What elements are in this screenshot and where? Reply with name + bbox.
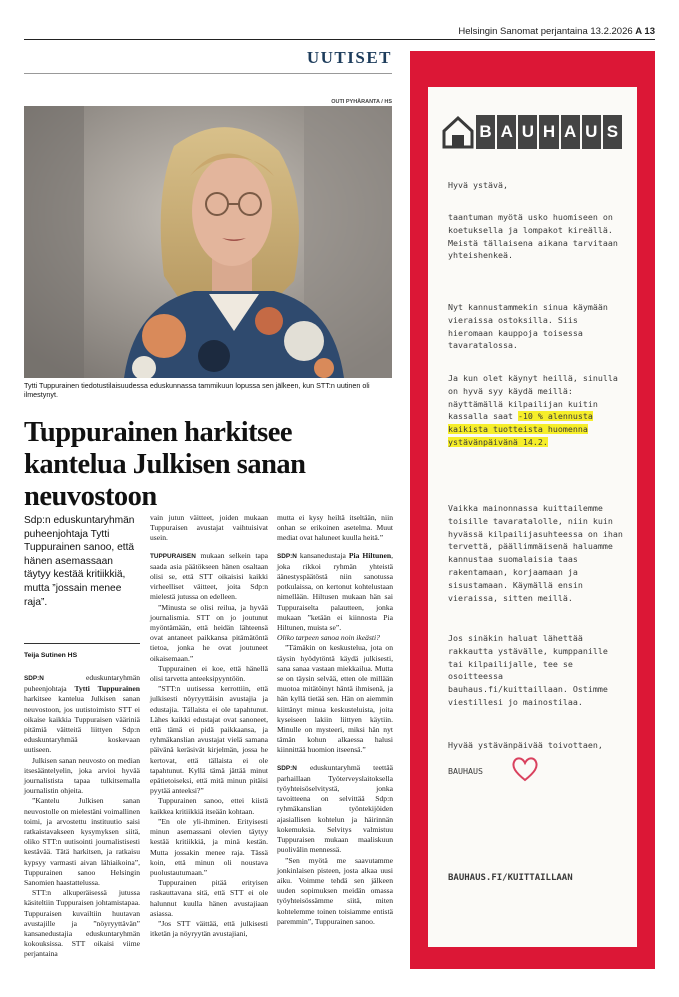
logo-letter: S — [603, 115, 622, 149]
paragraph: Tuppurainen pitää erityisen raskauttavana sitä, että STT ei ole halunnut kuulla hänen avustajiaan asiassa. — [150, 878, 268, 918]
receipt-greeting: Hyvä ystävä, — [448, 180, 508, 190]
text-run: eduskuntaryhmän puheenjohtaja — [24, 673, 140, 694]
text-run: mukaan selkein tapa saada asia päätökseen hänen osaltaan olisi se, että STT oikaisisi kaikki virheelliset väitteet, joita Sdp:n mielestä jutussa on edelleen. — [150, 550, 268, 602]
receipt-text: taantuman myötä usko huomiseen on koetuksella ja lompakot kireällä. Meistä tällaisena aikana tarvitaan yhteishenkeä. — [448, 212, 618, 261]
paragraph-signal: SDP:N — [277, 552, 297, 560]
photo-caption: Tytti Tuppurainen tiedotustilaisuudessa eduskunnassa tammikuun lopussa sen jälkeen, kun STT:n uutinen oli ilmestynyt. — [24, 381, 370, 399]
paragraph: ”STT:n uutisessa kerrottiin, että julkisesti nöyryyttäisin avustajia ja edustajia. Tällaista ei ole tapahtunut. Lähes kaikki edustajat ovat sanoneet, että tämä ei pidä paikkaansa, ja ryhmäkanslian avustajat vielä samana päivänä keräsivät kirjelmän, jossa he kertovat, että tällaista ei ole tapahtunut. Kyllä tämä jättää minut epätietoiseksi, että mitä minun pitäisi pyytää anteeksi?” — [150, 684, 268, 796]
header-rule — [24, 39, 655, 40]
paragraph: vain jutun väitteet, joiden mukaan Tuppuraisen avustajat vaihtuisivat usein. — [150, 513, 268, 543]
receipt-text — [448, 372, 627, 449]
logo-letter: H — [539, 115, 558, 149]
receipt-text: Nyt kannustammekin sinua käymään vieraissa ostoksilla. Siis hieromaan kauppoja toisessa tavaratalossa. — [448, 302, 608, 351]
logo-letter: A — [561, 115, 580, 149]
paragraph: Tuppurainen sanoo, ettei kiistä kaikkea kritiikkiä itseään kohtaan. — [150, 796, 268, 816]
paragraph: STT:n alkuperäisessä jutussa käsiteltiin Tuppuraisen johtamistapaa. Tuppuraisen kuvailtiin huutavan avustajille ja ”nöyryyttävän” kansanedustajia eduskuntaryhmän kokouksissa. STT oikaisi viime perjantaina — [24, 888, 140, 959]
person-name: Pia Hiltunen — [348, 550, 392, 560]
house-logo-icon — [442, 115, 474, 149]
receipt-text: Jos sinäkin haluat lähettää rakkautta ystävälle, kumppanille tai kilpailijalle, tee se osoitteessa bauhaus.fi/kuittaillaan. Ostimme viestillesi jo mainostilaa. — [448, 633, 608, 707]
text-run: Ja kun olet käynyt heillä, sinulla on hyvä syy käydä meillä: näyttämällä kilpailijan kuitin kassalla saat — [448, 373, 618, 422]
article-column-2 — [150, 513, 268, 939]
text-run: eduskuntaryhmä teettää parhaillaan Työterveyslaitoksella työyhteisöselvitystä, jonka tavoitteena on selvittää Sdp:n ryhmäkanslian työntekijöiden ajasiallisen kohtelun ja häirinnän kokemuksia. Selvitys valmistuu Tuppuraisen mukaan maaliskuun puolivälin mennessä. — [277, 762, 393, 855]
portrait-illustration — [24, 106, 392, 378]
receipt-text: Hyvää ystävänpäivää toivottaen, — [448, 740, 603, 750]
paragraph-signal: SDP:N — [277, 764, 297, 772]
byline-rule — [24, 643, 140, 644]
text-run: harkitsee kantelua Julkisen sanan neuvostoon, jos uutistoimisto STT ei oikaise kaikkia Tuppuraisen vääriniä pitämiä väitteitä liittyen Sdp:n eduskuntaryhmää koskevaan uutiseen. — [24, 694, 140, 755]
question-text: Oliko tarpeen sanoa noin ikeästi? — [277, 633, 380, 643]
logo-letter: U — [518, 115, 537, 149]
paragraph: ”Tämäkin on keskustelua, jota on täysin hyödytöntä käydä julkisesti, sana sanaa vastaan miekkailua. Mutta se on täysin selvää, etten ole millään muotoa mitätöinyt häntä ihmisenä, ja hän kyllä tietää sen. Hän on aiemmin kiittänyt minua keskusteluista, joita kyseiseen lakiin liittyen käytiin. Minulle on mysteeri, miksi hän nyt tämän kohun alkaessa halusi kiinnittää huomion itseensä.” — [277, 643, 393, 755]
paragraph — [277, 763, 393, 856]
paragraph-signal: TUPPURAISEN — [150, 552, 196, 560]
headline: Tuppurainen harkitsee kantelua Julkisen sanan neuvostoon — [24, 417, 306, 512]
heart-icon — [510, 755, 540, 783]
paragraph: ”Sen myötä me saavutamme jonkinlaisen pisteen, josta alkaa uusi aiku. Voimme tehdä sen jälkeen uuden sopimuksen meidän omassa työyhteisössämme siitä, miten kohtelemme toinen toisiamme entistä paremmin”, Tuppurainen sanoo. — [277, 855, 393, 926]
byline: Teija Sutinen HS — [24, 652, 78, 659]
photo-credit: OUTI PYHÄRANTA / HS — [331, 99, 392, 105]
lead-paragraph: Sdp:n eduskuntaryhmän puheenjohtaja Tytti Tuppurainen sanoo, että hänen asemassaan täytyy kestää kritiikkiä, mutta ”jossain menee raja”. — [24, 515, 135, 608]
section-title: UUTISET — [306, 48, 392, 67]
paragraph: ”Minusta se olisi reilua, ja hyvää journalismia. STT on jo joutunut myöntämään, että heidän lähteensä ovat antaneet paikkansa pitämätöntä tietoa, jonka he ovat joutuneet oikaisemaan.” — [150, 602, 268, 663]
logo-letter: A — [497, 115, 516, 149]
paragraph — [150, 551, 268, 603]
highlighted-offer: -10 % alennusta kaikista tuotteista huomenna ystävänpäivänä 14.2. — [448, 411, 593, 447]
paragraph — [24, 673, 140, 756]
paragraph: ”Kantelu Julkisen sanan neuvostolle on mielestäni voimallinen toimi, ja arvostettu instituutio saisi ratkaistavakseen kysymyksen siitä, oliko STT:n uutisointi journalistisesti kestävää. Tätä harkitsen, ja ratkaisu kypsyy varmasti aivan lähiaikoina”, Tuppurainen sanoo Helsingin Sanomien haastattelussa. — [24, 796, 140, 888]
paragraph — [277, 551, 393, 634]
page-number: A 13 — [635, 26, 655, 37]
article-column-1 — [24, 673, 140, 960]
logo-letter: U — [582, 115, 601, 149]
receipt — [428, 87, 637, 947]
receipt-url[interactable]: BAUHAUS.FI/KUITTAILLAAN — [448, 873, 573, 883]
paragraph: Tuppurainen ei koe, että hänellä olisi tarvetta anteeksipyyntöön. — [150, 663, 268, 684]
text-run: , joka rikkoi ryhmän yhteistä äänestyspäätöstä niin sanotussa potkulaissa, on kertonut kohtelustaan nimellään. Hiltusen mukaan hän sai Tuppuraiselta palautteen, jonka mukaan ”ketään ei kiinnosta Pia Hiltunen, muista se”. — [277, 550, 394, 633]
article-column-3 — [277, 513, 393, 927]
paragraph: Julkisen sanan neuvosto on median itsesääntelyelin, joka arvioi hyvää journalistista tapaa tulkitsemalla journalistin ohjeita. — [24, 755, 140, 796]
person-name: Tytti Tuppurainen — [74, 684, 140, 694]
logo-letter: B — [476, 115, 495, 149]
paragraph: ”Jos STT väittää, että julkisesti itketän ja nöyryytän avustajiani, — [150, 918, 268, 939]
section-rule — [24, 73, 392, 74]
bauhaus-logo — [442, 115, 622, 149]
article-photo — [24, 106, 392, 378]
receipt-text: Vaikka mainonnassa kuittailemme toisille tavaratalolle, niin kuin hyvässä kilpailijasuhteessa on ihan tervettä, päällimmäisenä haluamme kannustaa suomalaisia taas rakentamaan, korjaamaan ja sisustamaan. Käymällä ensin vieraissa, sitten meillä. — [448, 503, 623, 603]
logo-wordmark — [476, 115, 622, 149]
paragraph: ”En ole yli-ihminen. Erityisesti minun asemassani olevien täytyy kestää kritiikkiä, ja minä kestän. Mutta jossakin menee raja. Tässä koin, että minun oli noustava puolustautumaan.” — [150, 816, 268, 877]
receipt-signature: BAUHAUS — [448, 766, 483, 776]
paragraph-signal: SDP:N — [24, 675, 44, 682]
text-run: kansanedustaja — [296, 550, 349, 560]
bauhaus-advertisement — [410, 51, 655, 969]
paragraph: mutta ei kysy heiltä itseltään, niin onhan se erikoinen asetelma. Muut mediat ovat haluneet kuulla heitä.” — [277, 513, 393, 543]
publication-date: Helsingin Sanomat perjantaina 13.2.2026 — [458, 26, 633, 37]
question — [277, 633, 393, 643]
masthead — [24, 26, 655, 40]
